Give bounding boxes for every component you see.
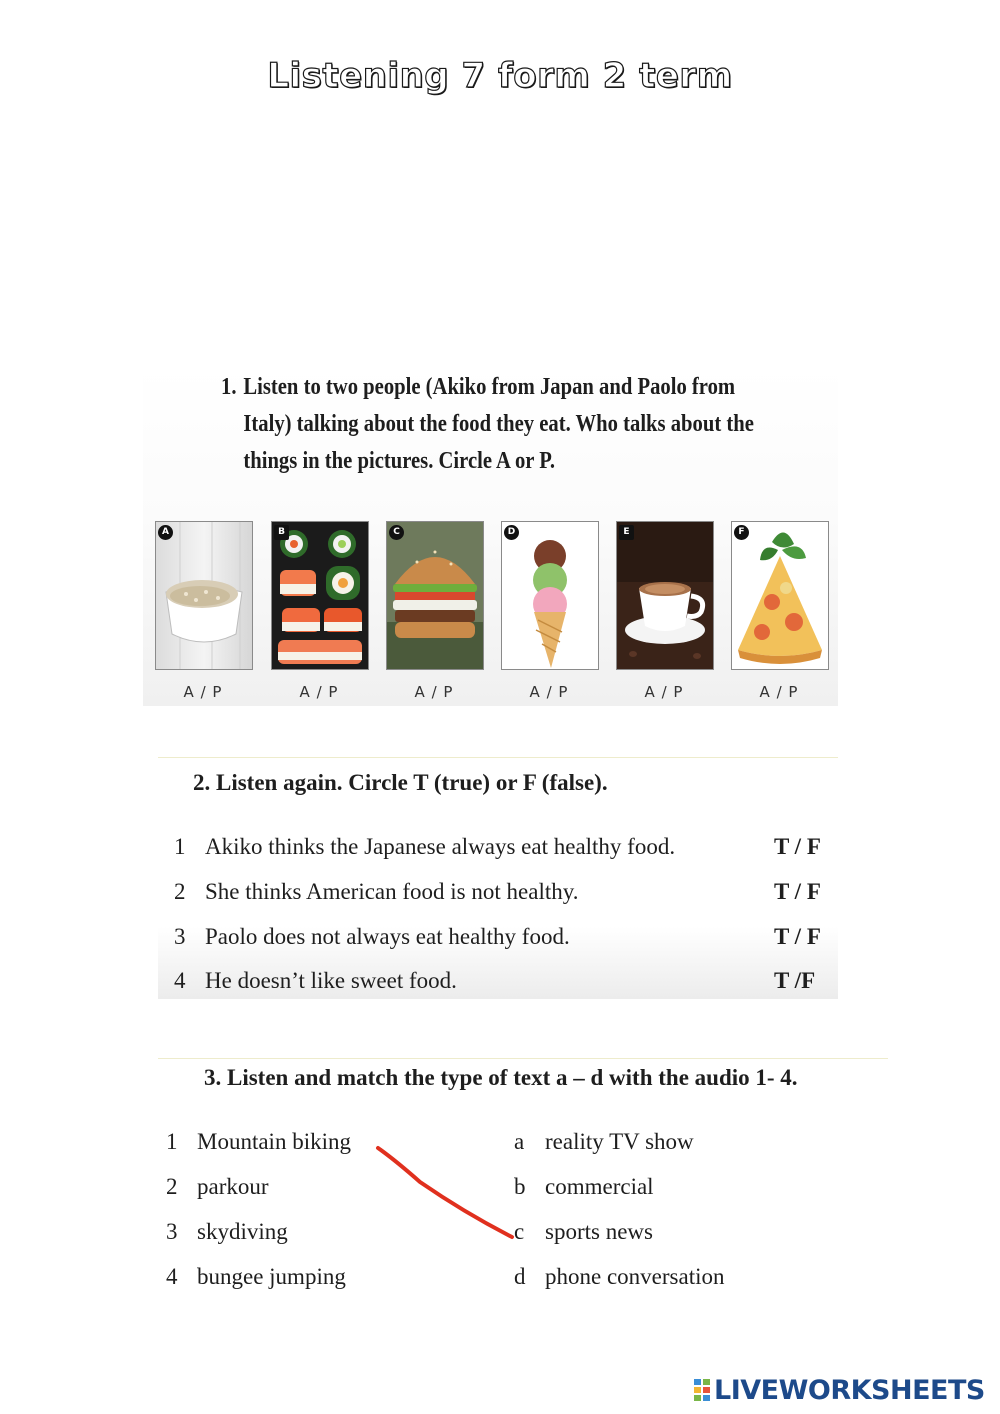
exercise-1-line-3: things in the pictures. Circle A or P. [243,448,556,474]
picture-a-letter: A [158,525,173,540]
option-letter[interactable]: a [514,1129,525,1154]
option-letter[interactable]: b [514,1174,526,1199]
choice-b[interactable]: A / P [299,683,339,701]
exercise-1-number: 1. [221,374,237,400]
audio-item[interactable]: bungee jumping [197,1264,346,1289]
true-false-choice[interactable]: T /F [774,968,816,993]
statement-text: Paolo does not always eat healthy food. [205,924,570,949]
picture-c-letter: C [389,525,404,540]
statement-text: Akiko thinks the Japanese always eat healthy food. [205,834,676,859]
choice-d[interactable]: A / P [529,683,569,701]
picture-e-letter: E [619,525,634,540]
sushi-icon [272,522,368,669]
match-row [158,1264,888,1304]
audio-item[interactable]: Mountain biking [197,1129,351,1154]
picture-b [271,521,369,670]
statement-row [158,968,838,1008]
coffee-cup-icon [617,522,713,669]
exercise-2-panel [158,757,838,999]
option-letter[interactable]: d [514,1264,526,1289]
exercise-1-panel [143,365,838,706]
choice-c[interactable]: A / P [414,683,454,701]
statement-number: 3 [174,924,186,949]
picture-e [616,521,714,670]
picture-c [386,521,484,670]
audio-number: 3 [166,1219,178,1244]
exercise-3-panel [158,1058,888,1303]
statement-row [158,924,838,964]
audio-item[interactable]: parkour [197,1174,269,1199]
liveworksheets-logo[interactable] [693,1374,985,1406]
true-false-choice[interactable]: T / F [774,834,821,859]
statement-number: 1 [174,834,186,859]
choice-e[interactable]: A / P [644,683,684,701]
choice-a[interactable]: A / P [183,683,223,701]
match-row [158,1219,888,1259]
picture-f-letter: F [734,525,749,540]
audio-number: 1 [166,1129,178,1154]
exercise-3-instruction: 3. Listen and match the type of text a – d with the audio 1- 4. [204,1065,798,1090]
exercise-1-instruction [221,369,754,480]
picture-f [731,521,829,670]
statement-row [158,834,838,874]
option-letter[interactable]: c [514,1219,525,1244]
logo-text: LIVEWORKSHEETS [714,1374,985,1406]
true-false-choice[interactable]: T / F [774,924,821,949]
exercise-2-instruction: 2. Listen again. Circle T (true) or F (false). [193,770,608,795]
picture-d-letter: D [504,525,519,540]
option-text: sports news [545,1219,653,1244]
statement-number: 4 [174,968,186,993]
rice-bowl-icon [156,522,252,669]
picture-b-letter: B [274,525,289,540]
true-false-choice[interactable]: T / F [774,879,821,904]
audio-item[interactable]: skydiving [197,1219,288,1244]
exercise-1-line-1: Listen to two people (Akiko from Japan and Paolo from [243,374,736,400]
exercise-1-line-2: Italy) talking about the food they eat. Who talks about the [243,411,754,437]
logo-mark-icon [693,1378,711,1402]
pizza-slice-icon [732,522,828,669]
audio-number: 2 [166,1174,178,1199]
choice-f[interactable]: A / P [759,683,799,701]
match-row [158,1174,888,1214]
statement-text: He doesn’t like sweet food. [205,968,457,993]
option-text: commercial [545,1174,654,1199]
audio-number: 4 [166,1264,178,1289]
option-text: reality TV show [545,1129,694,1154]
burger-icon [387,522,483,669]
statement-text: She thinks American food is not healthy. [205,879,579,904]
picture-a [155,521,253,670]
statement-row [158,879,838,919]
statement-number: 2 [174,879,186,904]
ice-cream-icon [502,522,598,669]
option-text: phone conversation [545,1264,725,1289]
match-row [158,1129,888,1169]
picture-d [501,521,599,670]
page-title: Listening 7 form 2 term [267,56,733,96]
